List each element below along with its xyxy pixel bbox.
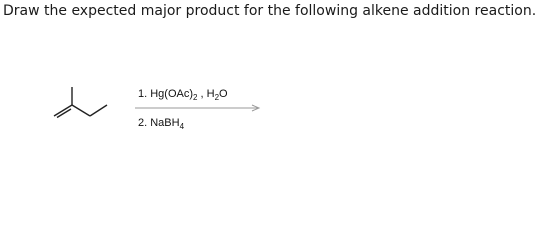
step1-sub2: 2 xyxy=(214,93,220,102)
step1-suffix: O xyxy=(219,88,228,100)
step2-prefix: 2. NaBH xyxy=(138,117,180,129)
single-bond xyxy=(72,105,90,116)
step1-mid: , H xyxy=(197,88,215,100)
step1-prefix: 1. Hg(OAc) xyxy=(138,88,194,100)
step1-sub1: 2 xyxy=(193,93,198,102)
reaction-arrow xyxy=(135,104,265,112)
reagent-step-1 xyxy=(138,88,228,100)
question-text: Draw the expected major product for the following alkene addition reaction. xyxy=(3,3,537,19)
reagent-step-2 xyxy=(138,117,184,129)
alkene-structure xyxy=(50,85,110,125)
reaction-conditions xyxy=(135,82,270,142)
step2-sub: 4 xyxy=(179,122,185,131)
terminal-bond xyxy=(90,105,107,116)
